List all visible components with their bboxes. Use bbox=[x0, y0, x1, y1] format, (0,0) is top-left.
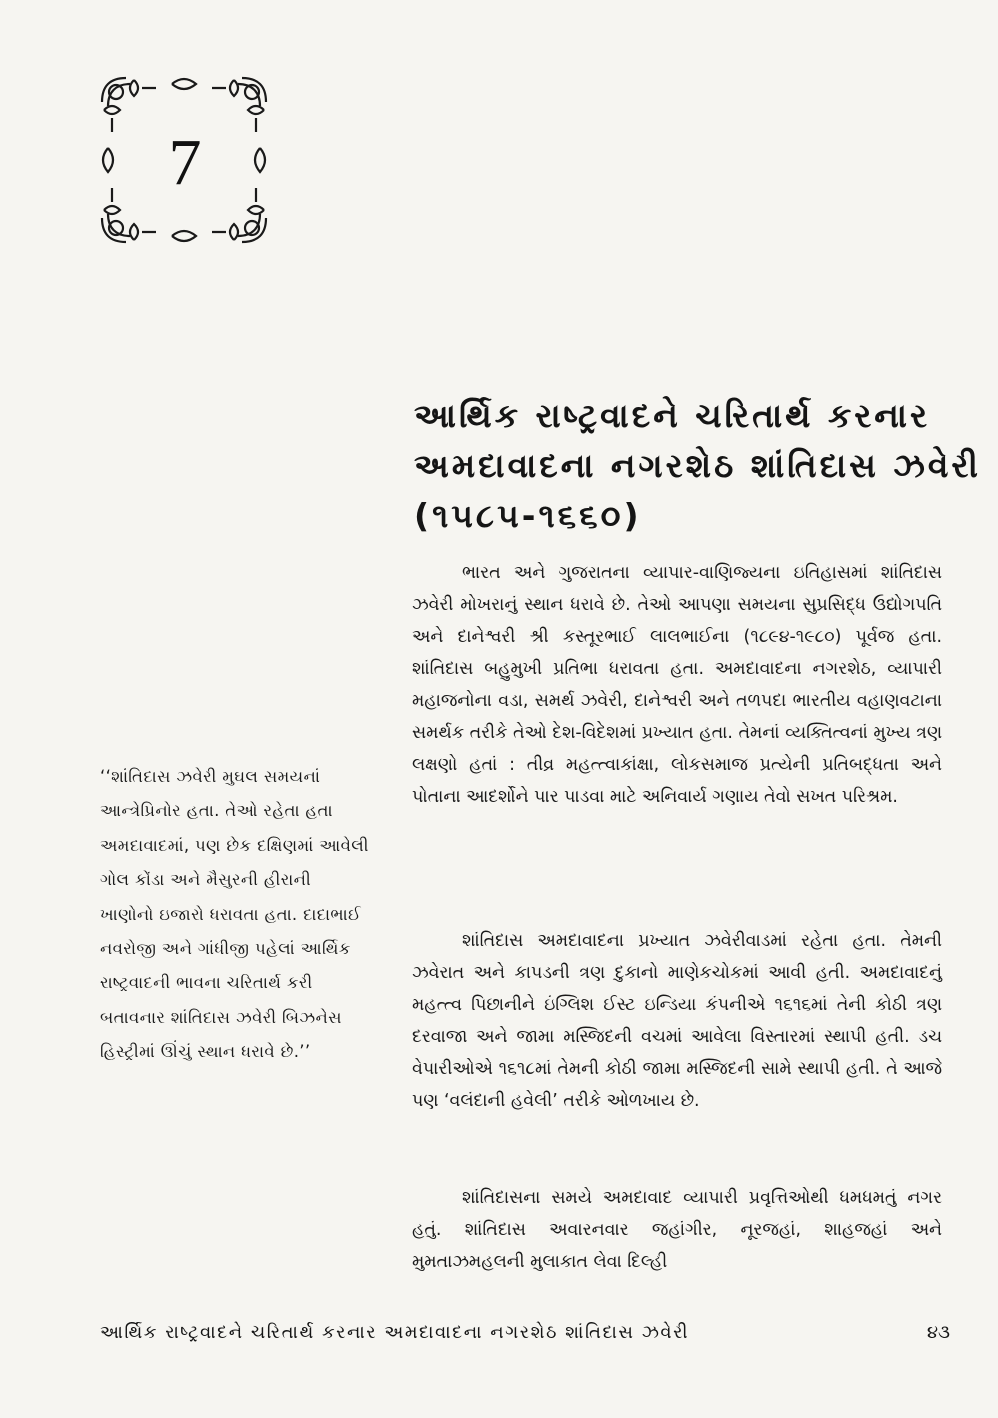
corner-flourish-top-left-icon bbox=[102, 78, 156, 132]
body-paragraph bbox=[412, 925, 942, 1117]
pull-quote: ‘‘શાંતિદાસ ઝવેરી મુઘલ સમયનાં આન્ત્રેપ્રિનોર હતા. તેઓ રહેતા હતા અમદાવાદમાં, પણ છેક દક્ષિણમાં આવેલી ગોલ કોંડા અને મૈસુરની હીરાની ખાણોનો ઇજારો ધરાવતા હતા. દાદાભાઈ નવરોજી અને ગાંધીજી પહેલાં આર્થિક રાષ્ટ્રવાદની ભાવના ચરિતાર્થ કરી બતાવનાર શાંતિદાસ ઝવેરી બિઝનેસ હિસ્ટ્રીમાં ઊંચું સ્થાન ધરાવે છે.’’ bbox=[100, 767, 369, 1062]
chapter-title-line-2: અમદાવાદના નગરશેઠ શાંતિદાસ ઝવેરી bbox=[414, 446, 981, 485]
page-number: ૪૩ bbox=[926, 1322, 950, 1343]
paragraph-text: ભારત અને ગુજરાતના વ્યાપાર-વાણિજ્યના ઇતિહાસમાં શાંતિદાસ ઝવેરી મોખરાનું સ્થાન ધરાવે છે. તેઓ આપણા સમયના સુપ્રસિદ્ધ ઉદ્યોગપતિ અને દાનેશ્વરી શ્રી કસ્તૂરભાઈ લાલભાઈના (૧૮૯૪-૧૯૮૦) પૂર્વજ હતા. શાંતિદાસ બહુમુખી પ્રતિભા ધરાવતા હતા. અમદાવાદના નગરશેઠ, વ્યાપારી મહાજનોના વડા, સમર્થ ઝવેરી, દાનેશ્વરી અને તળપદા ભારતીય વહાણવટાના સમર્થક તરીકે તેઓ દેશ-વિદેશમાં પ્રખ્યાત હતા. તેમનાં વ્યક્તિત્વનાં મુખ્ય ત્રણ લક્ષણો હતાં : તીવ્ર મહત્ત્વાકાંક્ષા, લોકસમાજ પ્રત્યેની પ્રતિબદ્ધતા અને પોતાના આદર્શોને પાર પાડવા માટે અનિવાર્ય ગણાય તેવો સખત પરિશ્રમ. bbox=[412, 563, 942, 807]
body-paragraph bbox=[412, 1182, 942, 1278]
chapter-number: 7 bbox=[168, 126, 202, 199]
chapter-title-dates: (૧૫૮૫-૧૬૬૦) bbox=[414, 496, 642, 535]
paragraph-text: શાંતિદાસ અમદાવાદના પ્રખ્યાત ઝવેરીવાડમાં રહેતા હતા. તેમની ઝવેરાત અને કાપડની ત્રણ દુકાનો માણેકચોકમાં આવી હતી. અમદાવાદનું મહત્ત્વ પિછાનીને ઇંગ્લિશ ઈસ્ટ ઇન્ડિયા કંપનીએ ૧૬૧૬માં તેની કોઠી ત્રણ દરવાજા અને જામા મસ્જિદની વચમાં આવેલા વિસ્તારમાં સ્થાપી હતી. ડચ વેપારીઓએ ૧૬૧૮માં તેમની કોઠી જામા મસ્જિદની સામે સ્થાપી હતી. તે આજે પણ ‘વલંદાની હવેલી’ તરીકે ઓળખાય છે. bbox=[412, 931, 942, 1111]
running-footer-title: આર્થિક રાષ્ટ્રવાદને ચરિતાર્થ કરનાર અમદાવાદના નગરશેઠ શાંતિદાસ ઝવેરી bbox=[100, 1322, 690, 1343]
corner-flourish-top-right-icon bbox=[212, 78, 266, 132]
corner-flourish-bottom-left-icon bbox=[102, 188, 156, 242]
chapter-title-line-1: આર્થિક રાષ્ટ્રવાદને ચરિતાર્થ કરનાર bbox=[414, 396, 931, 435]
body-paragraph bbox=[412, 557, 942, 813]
corner-flourish-bottom-right-icon bbox=[212, 188, 266, 242]
paragraph-text: શાંતિદાસના સમયે અમદાવાદ વ્યાપારી પ્રવૃત્તિઓથી ધમધમતું નગર હતું. શાંતિદાસ અવારનવાર જહાંગીર, નૂરજહાં, શાહજહાં અને મુમતાઝમહલની મુલાકાત લેવા દિલ્હી bbox=[412, 1188, 942, 1272]
